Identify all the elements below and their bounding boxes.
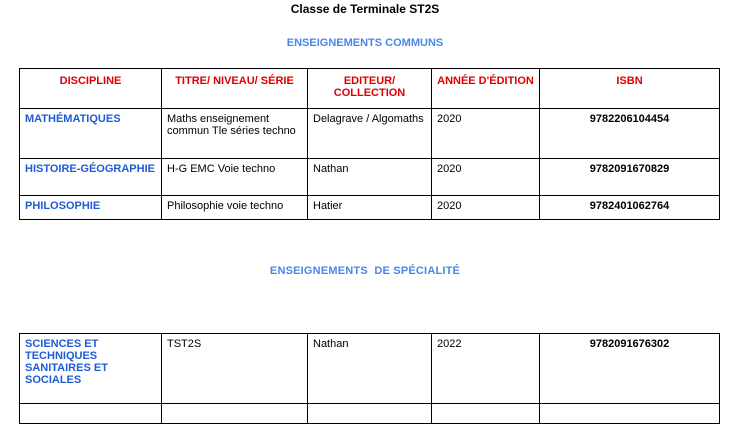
page-title: Classe de Terminale ST2S <box>290 2 440 16</box>
table-row <box>20 159 720 196</box>
header-editeur: EDITEUR/ COLLECTION <box>308 69 432 109</box>
cell-discipline: SCIENCES ET TECHNIQUES SANITAIRES ET SOCIALES <box>20 334 162 404</box>
header-discipline: DISCIPLINE <box>20 69 162 109</box>
header-titre: TITRE/ NIVEAU/ SÉRIE <box>162 69 308 109</box>
cell-annee: 2020 <box>432 109 540 159</box>
cell-discipline: HISTOIRE-GÉOGRAPHIE <box>20 159 162 196</box>
cell-editeur: Nathan <box>308 159 432 196</box>
cell-annee: 2020 <box>432 159 540 196</box>
table-enseignements-communs <box>19 68 720 220</box>
cell-empty <box>308 404 432 424</box>
cell-isbn: 9782206104454 <box>540 109 720 159</box>
cell-editeur: Hatier <box>308 196 432 220</box>
table-row <box>20 334 720 404</box>
cell-titre: Philosophie voie techno <box>162 196 308 220</box>
cell-empty <box>540 404 720 424</box>
cell-annee: 2022 <box>432 334 540 404</box>
section-title-communs: ENSEIGNEMENTS COMMUNS <box>286 37 444 49</box>
cell-editeur: Delagrave / Algomaths <box>308 109 432 159</box>
table-row <box>20 109 720 159</box>
table-row <box>20 404 720 424</box>
cell-titre: H-G EMC Voie techno <box>162 159 308 196</box>
cell-editeur: Nathan <box>308 334 432 404</box>
section-title-specialite: ENSEIGNEMENTS DE SPÉCIALITÉ <box>269 265 461 277</box>
cell-empty <box>20 404 162 424</box>
cell-discipline: MATHÉMATIQUES <box>20 109 162 159</box>
cell-titre: Maths enseignement commun Tle séries techno <box>162 109 308 159</box>
cell-isbn: 9782401062764 <box>540 196 720 220</box>
cell-discipline: PHILOSOPHIE <box>20 196 162 220</box>
table-row <box>20 196 720 220</box>
cell-isbn: 9782091676302 <box>540 334 720 404</box>
header-isbn: ISBN <box>540 69 720 109</box>
cell-empty <box>432 404 540 424</box>
cell-titre: TST2S <box>162 334 308 404</box>
header-annee: ANNÉE D'ÉDITION <box>432 69 540 109</box>
table-enseignements-specialite <box>19 333 720 424</box>
cell-isbn: 9782091670829 <box>540 159 720 196</box>
table-header-row <box>20 69 720 109</box>
cell-annee: 2020 <box>432 196 540 220</box>
cell-empty <box>162 404 308 424</box>
